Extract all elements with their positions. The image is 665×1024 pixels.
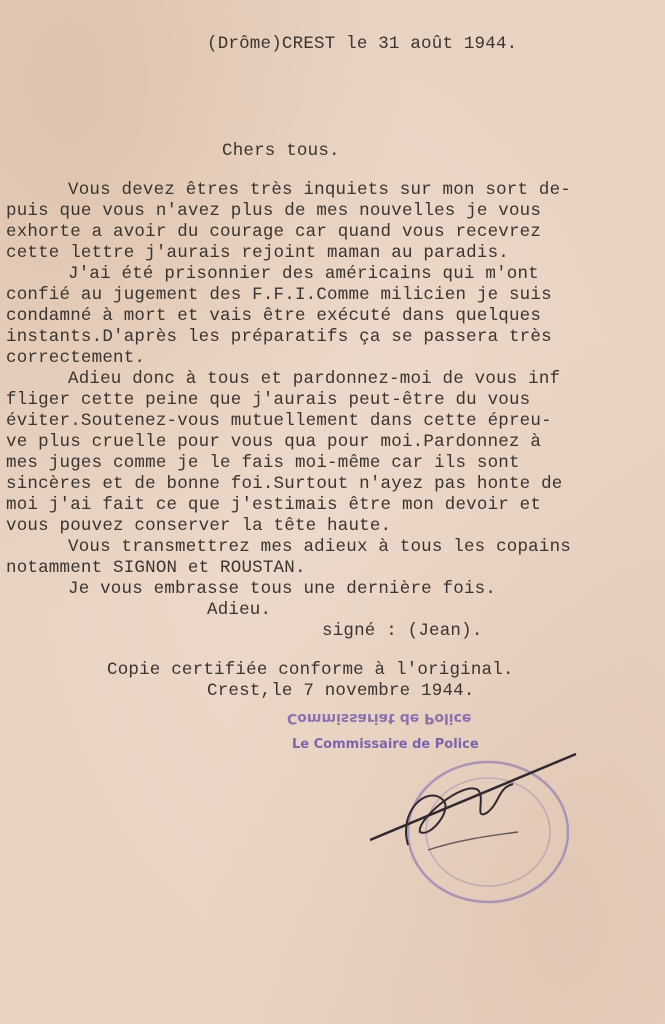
- signature: signé : (Jean).: [322, 621, 483, 641]
- body-line: sincères et de bonne foi.Surtout n'ayez pas honte de: [6, 474, 563, 494]
- body-line: moi j'ai fait ce que j'estimais être mon devoir et: [6, 495, 542, 515]
- body-line: puis que vous n'avez plus de mes nouvelles je vous: [6, 201, 542, 221]
- body-line: ve plus cruelle pour vous qua pour moi.Pardonnez à: [6, 432, 542, 452]
- body-line: instants.D'après les préparatifs ça se passera très: [6, 327, 552, 347]
- body-line: Je vous embrasse tous une dernière fois.: [68, 579, 497, 599]
- body-line: exhorte a avoir du courage car quand vous recevrez: [6, 222, 542, 242]
- body-line: cette lettre j'aurais rejoint maman au paradis.: [6, 243, 509, 263]
- body-line: Vous devez êtres très inquiets sur mon sort de-: [68, 180, 571, 200]
- certification-line-1: Copie certifiée conforme à l'original.: [107, 660, 514, 680]
- body-line: condamné à mort et vais être exécuté dans quelques: [6, 306, 542, 326]
- body-line: confié au jugement des F.F.I.Comme milicien je suis: [6, 285, 552, 305]
- salutation: Chers tous.: [222, 141, 340, 161]
- body-line: notamment SIGNON et ROUSTAN.: [6, 558, 306, 578]
- body-line: J'ai été prisonnier des américains qui m'ont: [68, 264, 539, 284]
- body-line: vous pouvez conserver la tête haute.: [6, 516, 392, 536]
- body-line: éviter.Soutenez-vous mutuellement dans cette épreu-: [6, 411, 552, 431]
- police-stamp-line-1: Commissariat de Police: [287, 710, 472, 726]
- body-line: Adieu donc à tous et pardonnez-moi de vous inf: [68, 369, 561, 389]
- body-line: Adieu.: [207, 600, 272, 620]
- body-line: fliger cette peine que j'aurais peut-être du vous: [6, 390, 531, 410]
- certification-line-2: Crest,le 7 novembre 1944.: [207, 681, 475, 701]
- body-line: mes juges comme je le fais moi-même car ils sont: [6, 453, 520, 473]
- dateline: (Drôme)CREST le 31 août 1944.: [207, 34, 518, 54]
- body-line: correctement.: [6, 348, 146, 368]
- body-line: Vous transmettrez mes adieux à tous les copains: [68, 537, 571, 557]
- official-seal-signature: [368, 740, 578, 910]
- police-stamp-line-2: Le Commissaire de Police: [292, 737, 479, 752]
